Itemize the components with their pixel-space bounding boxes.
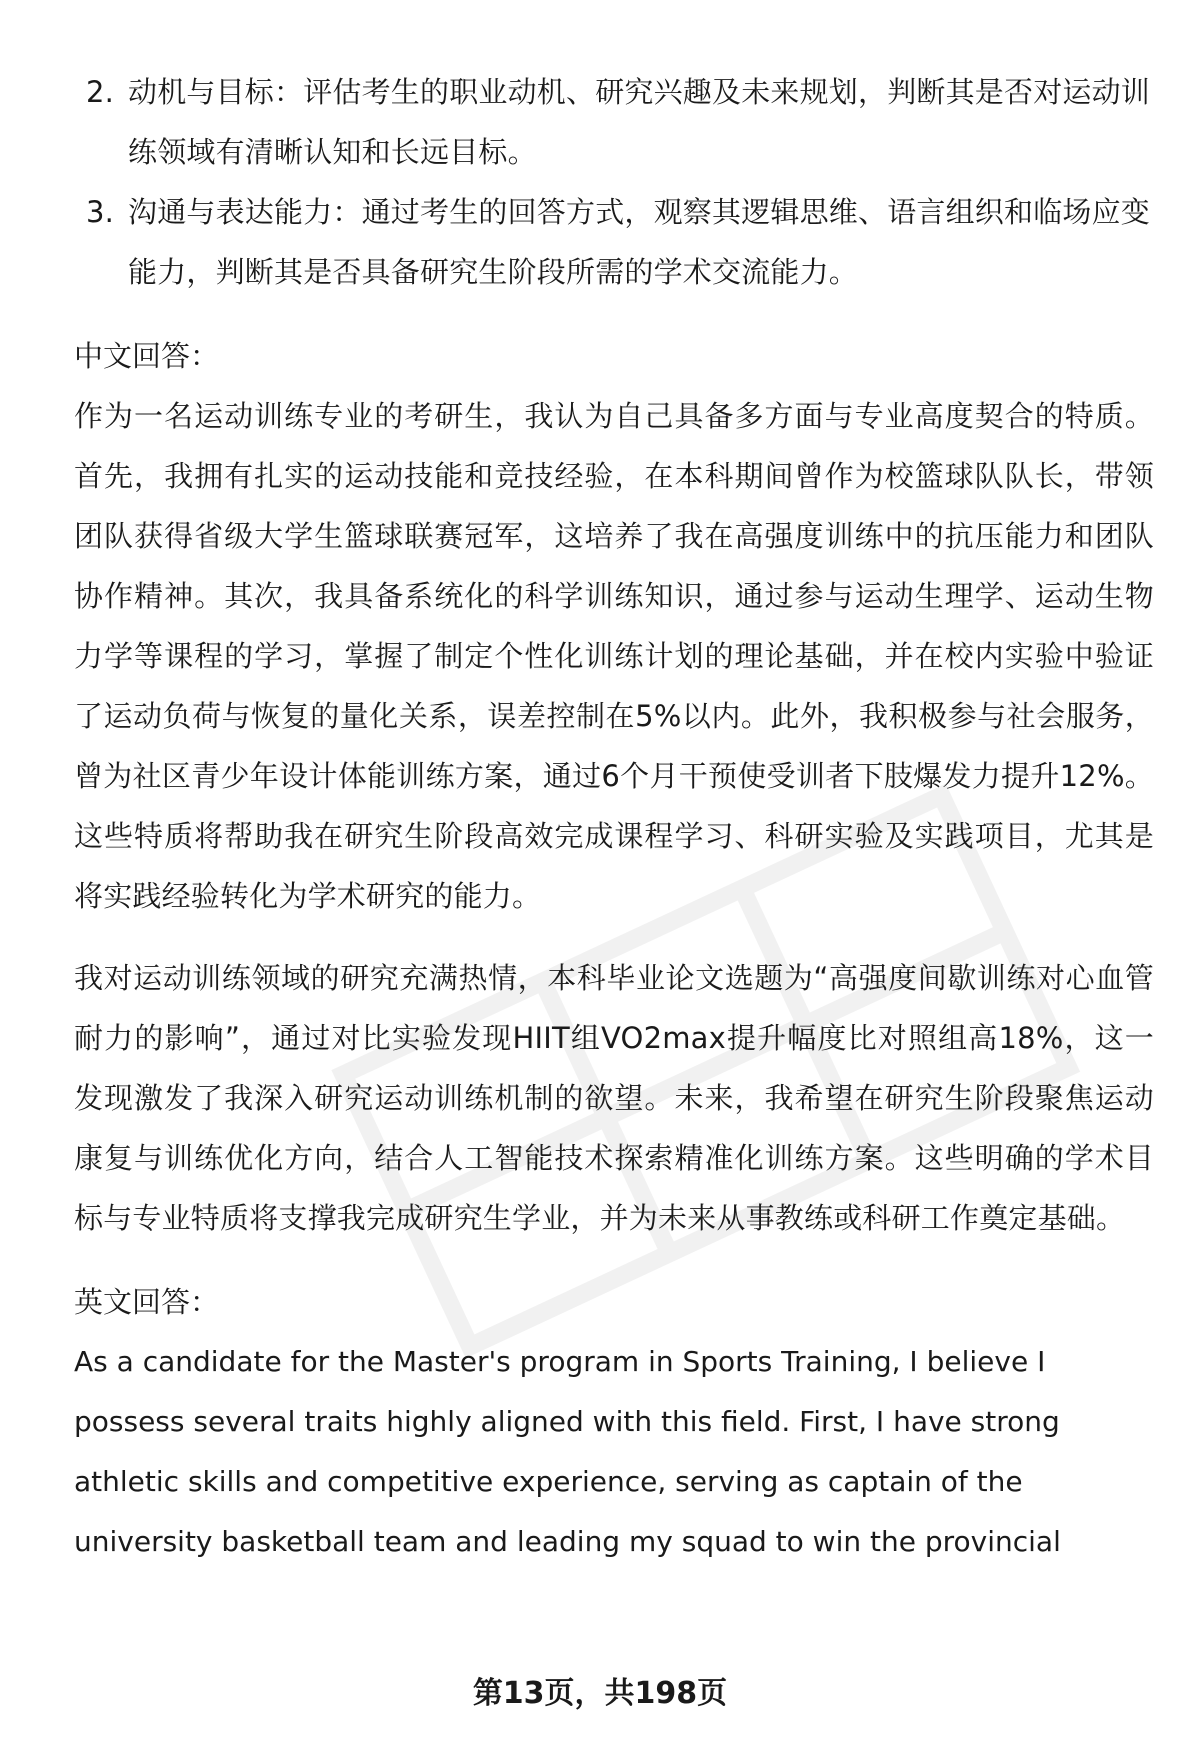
list-text: 动机与目标：评估考生的职业动机、研究兴趣及未来规划，判断其是否对运动训练领域有清晰认知和长远目标。: [128, 75, 1151, 169]
list-number: 2.: [86, 75, 115, 109]
chinese-paragraph: 我对运动训练领域的研究充满热情，本科毕业论文选题为“高强度间歇训练对心血管耐力的影响”，通过对比实验发现HIIT组VO2max提升幅度比对照组高18%，这一发现激发了我深入研究运动训练机制的欲望。未来，我希望在研究生阶段聚焦运动康复与训练优化方向，结合人工智能技术探索精准化训练方案。这些明确的学术目标与专业特质将支撑我完成研究生学业，并为未来从事教练或科研工作奠定基础。: [74, 961, 1154, 1235]
english-paragraph: As a candidate for the Master's program in Sports Training, I believe I possess several traits highly aligned with this field. First, I have strong athletic skills and competitive experience, serving as captain of the university basketball team and leading my squad to win the provincial: [74, 1345, 1061, 1558]
english-answer-label: 英文回答：: [74, 1285, 220, 1319]
document-content: [74, 62, 1154, 1572]
list-number: 3.: [86, 195, 115, 229]
list-item: [74, 62, 1154, 182]
page-footer: 第13页，共198页: [472, 1676, 728, 1711]
criteria-list: [74, 62, 1154, 302]
list-item: [74, 182, 1154, 302]
chinese-answer-label: 中文回答：: [74, 339, 220, 373]
list-text: 沟通与表达能力：通过考生的回答方式，观察其逻辑思维、语言组织和临场应变能力，判断其是否具备研究生阶段所需的学术交流能力。: [128, 195, 1151, 289]
chinese-paragraph: 作为一名运动训练专业的考研生，我认为自己具备多方面与专业高度契合的特质。首先，我拥有扎实的运动技能和竞技经验，在本科期间曾作为校篮球队队长，带领团队获得省级大学生篮球联赛冠军，这培养了我在高强度训练中的抗压能力和团队协作精神。其次，我具备系统化的科学训练知识，通过参与运动生理学、运动生物力学等课程的学习，掌握了制定个性化训练计划的理论基础，并在校内实验中验证了运动负荷与恢复的量化关系，误差控制在5%以内。此外，我积极参与社会服务，曾为社区青少年设计体能训练方案，通过6个月干预使受训者下肢爆发力提升12%。这些特质将帮助我在研究生阶段高效完成课程学习、科研实验及实践项目，尤其是将实践经验转化为学术研究的能力。: [74, 399, 1154, 913]
